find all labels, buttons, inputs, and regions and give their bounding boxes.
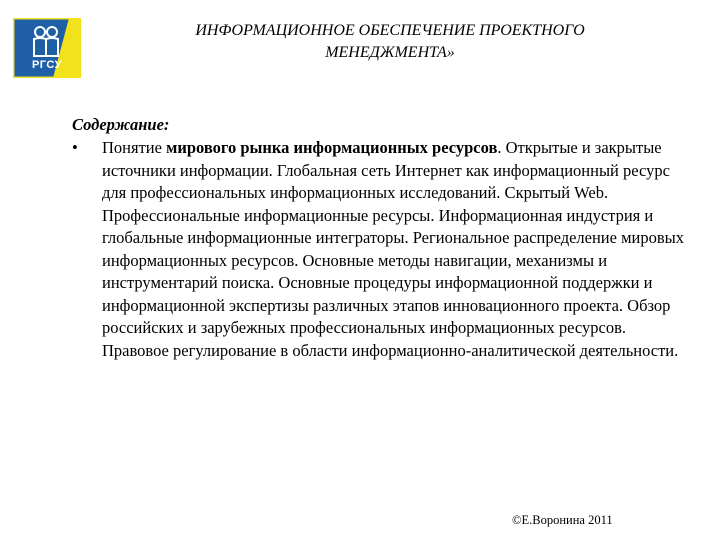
page-title-line-1: ИНФОРМАЦИОННОЕ ОБЕСПЕЧЕНИЕ ПРОЕКТНОГО: [195, 22, 585, 39]
bullet-text-emphasis: мирового рынка информационных ресурсов: [166, 138, 498, 157]
logo: [13, 18, 81, 78]
bullet-text-intro: Понятие: [102, 138, 167, 157]
section-label: Содержание:: [72, 115, 170, 134]
bullet-marker: •: [72, 138, 78, 157]
copyright-text: ©Е.Воронина 2011: [512, 513, 613, 527]
page-title-line-2: МЕНЕДЖМЕНТА»: [325, 44, 455, 61]
bullet-item: [72, 137, 692, 362]
bullet-text-body: . Открытые и закрытые источники информации. Глобальная сеть Интернет как информационный ресурс для профессиональных информационных исследований. Скрытый Web. Профессиональные информационные ресурсы. Информационная индустрия и глобальные информационные интеграторы. Региональное распределение мировых информационных ресурсов. Основные методы навигации, механизмы и инструментарий поиска. Основные процедуры информационной поддержки и информационной экспертизы различных этапов инновационного проекта. Обзор российских и зарубежных профессиональных информационных ресурсов. Правовое регулирование в области информационно-аналитической деятельности.: [102, 138, 684, 360]
bullet-text: [102, 137, 690, 362]
content-section: [72, 114, 692, 362]
page-title: [140, 20, 640, 64]
logo-text: РГСУ: [31, 59, 63, 71]
